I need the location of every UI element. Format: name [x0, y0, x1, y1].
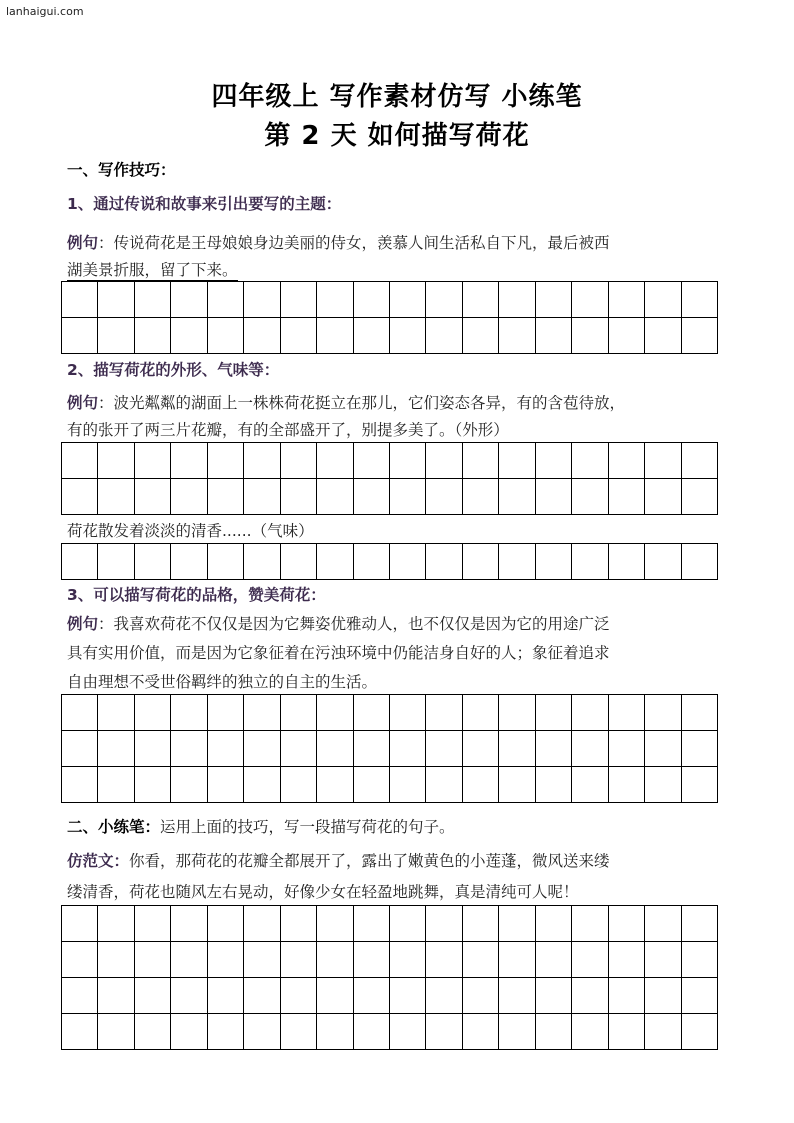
grid-cell[interactable] — [682, 318, 718, 354]
grid-cell[interactable] — [98, 544, 134, 580]
grid-cell[interactable] — [135, 695, 171, 731]
item3-label: 例句 — [67, 615, 99, 633]
grid-cell[interactable] — [463, 443, 499, 479]
grid-cell[interactable] — [62, 544, 98, 580]
grid-cell[interactable] — [426, 318, 462, 354]
grid-cell[interactable] — [463, 695, 499, 731]
grid-cell[interactable] — [354, 767, 390, 803]
grid-cell[interactable] — [281, 282, 317, 318]
grid-cell[interactable] — [572, 978, 608, 1014]
grid-cell[interactable] — [645, 767, 681, 803]
grid-cell[interactable] — [609, 1014, 645, 1050]
grid-cell[interactable] — [536, 942, 572, 978]
grid-cell[interactable] — [645, 479, 681, 515]
grid-cell[interactable] — [281, 479, 317, 515]
grid-cell[interactable] — [317, 443, 353, 479]
grid-cell[interactable] — [354, 906, 390, 942]
grid-cell[interactable] — [645, 318, 681, 354]
grid-cell[interactable] — [62, 318, 98, 354]
grid-cell[interactable] — [426, 544, 462, 580]
grid-cell[interactable] — [208, 695, 244, 731]
grid-cell[interactable] — [390, 479, 426, 515]
grid-cell[interactable] — [645, 443, 681, 479]
grid-cell[interactable] — [499, 942, 535, 978]
grid-cell[interactable] — [645, 282, 681, 318]
grid-cell[interactable] — [536, 443, 572, 479]
section2-instruction: 运用上面的技巧，写一段描写荷花的句子。 — [160, 818, 455, 836]
grid-cell[interactable] — [463, 1014, 499, 1050]
grid-cell[interactable] — [208, 767, 244, 803]
grid-cell[interactable] — [171, 906, 207, 942]
grid-cell[interactable] — [98, 767, 134, 803]
grid-cell[interactable] — [499, 479, 535, 515]
grid-cell[interactable] — [62, 479, 98, 515]
grid-cell[interactable] — [135, 443, 171, 479]
grid-cell[interactable] — [98, 695, 134, 731]
grid-cell[interactable] — [499, 1014, 535, 1050]
item2-text-1: ：波光粼粼的湖面上一株株荷花挺立在那儿，它们姿态各异，有的含苞待放， — [98, 394, 626, 412]
grid-cell[interactable] — [62, 443, 98, 479]
grid-cell[interactable] — [62, 906, 98, 942]
item3-text-1: ：我喜欢荷花不仅仅是因为它舞姿优雅动人，也不仅仅是因为它的用途广泛 — [98, 615, 610, 633]
grid-cell[interactable] — [390, 282, 426, 318]
grid-cell[interactable] — [463, 906, 499, 942]
grid-cell[interactable] — [244, 479, 280, 515]
grid-cell[interactable] — [390, 731, 426, 767]
grid-cell[interactable] — [609, 767, 645, 803]
grid-cell[interactable] — [208, 906, 244, 942]
grid-cell[interactable] — [536, 695, 572, 731]
grid-cell[interactable] — [536, 978, 572, 1014]
grid-cell[interactable] — [208, 282, 244, 318]
grid-cell[interactable] — [208, 318, 244, 354]
grid-cell[interactable] — [135, 479, 171, 515]
item1-heading: 1、通过传说和故事来引出要写的主题： — [67, 195, 342, 213]
grid-cell[interactable] — [281, 978, 317, 1014]
writing-grid[interactable] — [61, 281, 718, 354]
grid-cell[interactable] — [135, 942, 171, 978]
section2-line — [67, 817, 737, 837]
grid-cell[interactable] — [171, 443, 207, 479]
item2-text-3: 荷花散发着淡淡的清香......（气味） — [67, 522, 314, 540]
grid-cell[interactable] — [609, 695, 645, 731]
grid-cell[interactable] — [135, 282, 171, 318]
grid-cell[interactable] — [645, 978, 681, 1014]
grid-cell[interactable] — [390, 695, 426, 731]
grid-cell[interactable] — [244, 544, 280, 580]
grid-cell[interactable] — [354, 544, 390, 580]
grid-cell[interactable] — [135, 978, 171, 1014]
grid-cell[interactable] — [536, 282, 572, 318]
grid-cell[interactable] — [463, 942, 499, 978]
grid-cell[interactable] — [426, 282, 462, 318]
grid-cell[interactable] — [572, 318, 608, 354]
grid-cell[interactable] — [682, 731, 718, 767]
grid-cell[interactable] — [499, 767, 535, 803]
grid-cell[interactable] — [244, 731, 280, 767]
grid-cell[interactable] — [609, 318, 645, 354]
grid-cell[interactable] — [244, 906, 280, 942]
grid-cell[interactable] — [645, 731, 681, 767]
grid-cell[interactable] — [426, 443, 462, 479]
grid-cell[interactable] — [390, 767, 426, 803]
writing-grid[interactable] — [61, 905, 718, 1050]
grid-cell[interactable] — [572, 443, 608, 479]
grid-cell[interactable] — [609, 906, 645, 942]
item1-text-2: 湖美景折服，留了下来。 — [67, 261, 238, 279]
grid-cell[interactable] — [135, 767, 171, 803]
grid-cell[interactable] — [682, 767, 718, 803]
grid-cell[interactable] — [171, 1014, 207, 1050]
grid-cell[interactable] — [317, 906, 353, 942]
grid-cell[interactable] — [135, 1014, 171, 1050]
grid-cell[interactable] — [572, 942, 608, 978]
grid-cell[interactable] — [281, 695, 317, 731]
grid-cell[interactable] — [499, 731, 535, 767]
grid-cell[interactable] — [317, 1014, 353, 1050]
item3-text-3: 自由理想不受世俗羁绊的独立的自主的生活。 — [67, 673, 378, 691]
grid-cell[interactable] — [208, 731, 244, 767]
grid-cell[interactable] — [499, 906, 535, 942]
grid-cell[interactable] — [572, 695, 608, 731]
grid-cell[interactable] — [98, 282, 134, 318]
writing-grid[interactable] — [61, 543, 718, 580]
item2-text-line3 — [67, 521, 737, 541]
grid-cell[interactable] — [354, 1014, 390, 1050]
watermark: lanhaigui.com — [6, 5, 84, 18]
grid-cell[interactable] — [426, 479, 462, 515]
grid-cell[interactable] — [390, 978, 426, 1014]
grid-cell[interactable] — [135, 731, 171, 767]
grid-cell[interactable] — [98, 443, 134, 479]
grid-cell[interactable] — [62, 767, 98, 803]
grid-cell[interactable] — [609, 942, 645, 978]
grid-cell[interactable] — [62, 731, 98, 767]
grid-cell[interactable] — [98, 906, 134, 942]
grid-cell[interactable] — [572, 767, 608, 803]
grid-cell[interactable] — [281, 731, 317, 767]
grid-cell[interactable] — [682, 443, 718, 479]
grid-cell[interactable] — [390, 318, 426, 354]
model-label: 仿范文： — [67, 852, 130, 870]
grid-cell[interactable] — [98, 1014, 134, 1050]
item3-heading: 3、可以描写荷花的品格，赞美荷花： — [67, 586, 326, 604]
grid-cell[interactable] — [281, 767, 317, 803]
grid-cell[interactable] — [463, 731, 499, 767]
grid-cell[interactable] — [426, 695, 462, 731]
model-text-2: 缕清香，荷花也随风左右晃动，好像少女在轻盈地跳舞，真是清纯可人呢！ — [67, 883, 579, 901]
grid-cell[interactable] — [354, 695, 390, 731]
grid-cell[interactable] — [463, 318, 499, 354]
item3-text-2: 具有实用价值，而是因为它象征着在污浊环境中仍能洁身自好的人；象征着追求 — [67, 644, 610, 662]
grid-cell[interactable] — [208, 1014, 244, 1050]
grid-cell[interactable] — [244, 318, 280, 354]
grid-cell[interactable] — [354, 282, 390, 318]
grid-cell[interactable] — [572, 731, 608, 767]
grid-cell[interactable] — [499, 443, 535, 479]
grid-cell[interactable] — [171, 544, 207, 580]
item2-heading: 2、描写荷花的外形、气味等： — [67, 361, 280, 379]
grid-cell[interactable] — [171, 767, 207, 803]
grid-cell[interactable] — [62, 282, 98, 318]
item1-text-line1 — [67, 233, 737, 253]
grid-cell[interactable] — [645, 544, 681, 580]
item1-text-1: ：传说荷花是王母娘娘身边美丽的侍女，羡慕人间生活私自下凡，最后被西 — [98, 234, 610, 252]
grid-cell[interactable] — [682, 978, 718, 1014]
grid-cell[interactable] — [317, 767, 353, 803]
grid-cell[interactable] — [536, 318, 572, 354]
grid-cell[interactable] — [609, 443, 645, 479]
grid-cell[interactable] — [645, 1014, 681, 1050]
item2-text-line2 — [67, 420, 737, 440]
grid-cell[interactable] — [645, 906, 681, 942]
grid-cell[interactable] — [572, 906, 608, 942]
section2-heading: 二、小练笔： — [67, 818, 161, 836]
grid-cell[interactable] — [208, 978, 244, 1014]
grid-cell[interactable] — [135, 544, 171, 580]
grid-cell[interactable] — [390, 942, 426, 978]
grid-cell[interactable] — [426, 942, 462, 978]
grid-cell[interactable] — [682, 695, 718, 731]
item3-text-line3 — [67, 672, 737, 692]
item1-text-line2 — [67, 260, 737, 281]
grid-cell[interactable] — [499, 282, 535, 318]
item2-text-2: 有的张开了两三片花瓣，有的全部盛开了，别提多美了。（外形） — [67, 421, 509, 439]
grid-cell[interactable] — [208, 443, 244, 479]
grid-cell[interactable] — [463, 282, 499, 318]
grid-cell[interactable] — [390, 1014, 426, 1050]
grid-cell[interactable] — [609, 978, 645, 1014]
grid-cell[interactable] — [609, 282, 645, 318]
grid-cell[interactable] — [609, 731, 645, 767]
grid-cell[interactable] — [135, 906, 171, 942]
grid-cell[interactable] — [62, 1014, 98, 1050]
grid-cell[interactable] — [317, 731, 353, 767]
grid-cell[interactable] — [98, 942, 134, 978]
grid-cell[interactable] — [317, 544, 353, 580]
grid-cell[interactable] — [62, 942, 98, 978]
grid-cell[interactable] — [281, 906, 317, 942]
grid-cell[interactable] — [499, 318, 535, 354]
grid-cell[interactable] — [317, 942, 353, 978]
grid-cell[interactable] — [281, 318, 317, 354]
grid-cell[interactable] — [317, 318, 353, 354]
grid-cell[interactable] — [609, 479, 645, 515]
grid-cell[interactable] — [317, 479, 353, 515]
grid-cell[interactable] — [390, 544, 426, 580]
grid-cell[interactable] — [572, 1014, 608, 1050]
model-text-line2 — [67, 882, 737, 902]
grid-cell[interactable] — [317, 695, 353, 731]
grid-cell[interactable] — [62, 695, 98, 731]
grid-cell[interactable] — [98, 479, 134, 515]
grid-cell[interactable] — [281, 1014, 317, 1050]
grid-cell[interactable] — [354, 479, 390, 515]
grid-cell[interactable] — [244, 282, 280, 318]
writing-grid[interactable] — [61, 442, 718, 515]
grid-cell[interactable] — [536, 1014, 572, 1050]
grid-cell[interactable] — [244, 443, 280, 479]
grid-cell[interactable] — [171, 731, 207, 767]
grid-cell[interactable] — [281, 443, 317, 479]
grid-cell[interactable] — [244, 695, 280, 731]
grid-cell[interactable] — [463, 479, 499, 515]
grid-cell[interactable] — [354, 978, 390, 1014]
grid-cell[interactable] — [426, 906, 462, 942]
grid-cell[interactable] — [354, 731, 390, 767]
model-text-1: 你看，那荷花的花瓣全都展开了，露出了嫩黄色的小莲蓬，微风送来缕 — [129, 852, 610, 870]
grid-cell[interactable] — [463, 978, 499, 1014]
grid-cell[interactable] — [426, 731, 462, 767]
grid-cell[interactable] — [354, 318, 390, 354]
grid-cell[interactable] — [171, 978, 207, 1014]
grid-cell[interactable] — [171, 942, 207, 978]
item3-text-line2 — [67, 643, 737, 663]
grid-cell[interactable] — [98, 318, 134, 354]
grid-cell[interactable] — [98, 731, 134, 767]
grid-cell[interactable] — [171, 282, 207, 318]
grid-cell[interactable] — [682, 906, 718, 942]
page-title: 四年级上 写作素材仿写 小练笔 — [211, 82, 583, 112]
page-subtitle: 第 2 天 如何描写荷花 — [264, 121, 530, 151]
grid-cell[interactable] — [572, 282, 608, 318]
grid-cell[interactable] — [572, 544, 608, 580]
grid-cell[interactable] — [98, 978, 134, 1014]
item2-text-line1 — [67, 393, 737, 413]
grid-cell[interactable] — [536, 767, 572, 803]
grid-cell[interactable] — [171, 479, 207, 515]
grid-cell[interactable] — [682, 282, 718, 318]
grid-cell[interactable] — [609, 544, 645, 580]
grid-cell[interactable] — [426, 978, 462, 1014]
grid-cell[interactable] — [536, 544, 572, 580]
grid-cell[interactable] — [426, 767, 462, 803]
grid-cell[interactable] — [426, 1014, 462, 1050]
grid-cell[interactable] — [317, 978, 353, 1014]
grid-cell[interactable] — [682, 1014, 718, 1050]
grid-cell[interactable] — [572, 479, 608, 515]
writing-grid[interactable] — [61, 694, 718, 803]
section1-heading: 一、写作技巧： — [67, 161, 176, 179]
grid-cell[interactable] — [645, 942, 681, 978]
grid-cell[interactable] — [208, 942, 244, 978]
grid-cell[interactable] — [499, 978, 535, 1014]
grid-cell[interactable] — [281, 544, 317, 580]
item2-label: 例句 — [67, 394, 99, 412]
item3-text-line1 — [67, 614, 737, 634]
grid-cell[interactable] — [536, 479, 572, 515]
grid-cell[interactable] — [536, 906, 572, 942]
grid-cell[interactable] — [682, 479, 718, 515]
grid-cell[interactable] — [390, 443, 426, 479]
grid-cell[interactable] — [244, 978, 280, 1014]
grid-cell[interactable] — [281, 942, 317, 978]
grid-cell[interactable] — [463, 544, 499, 580]
grid-cell[interactable] — [244, 1014, 280, 1050]
grid-cell[interactable] — [244, 767, 280, 803]
grid-cell[interactable] — [317, 282, 353, 318]
grid-cell[interactable] — [208, 544, 244, 580]
grid-cell[interactable] — [682, 942, 718, 978]
grid-cell[interactable] — [244, 942, 280, 978]
grid-cell[interactable] — [499, 695, 535, 731]
grid-cell[interactable] — [354, 443, 390, 479]
grid-cell[interactable] — [208, 479, 244, 515]
grid-cell[interactable] — [536, 731, 572, 767]
grid-cell[interactable] — [682, 544, 718, 580]
item1-label: 例句 — [67, 234, 99, 252]
grid-cell[interactable] — [463, 767, 499, 803]
grid-cell[interactable] — [645, 695, 681, 731]
grid-cell[interactable] — [171, 695, 207, 731]
grid-cell[interactable] — [62, 978, 98, 1014]
grid-cell[interactable] — [135, 318, 171, 354]
model-text-line1 — [67, 851, 737, 871]
grid-cell[interactable] — [171, 318, 207, 354]
grid-cell[interactable] — [354, 942, 390, 978]
grid-cell[interactable] — [390, 906, 426, 942]
grid-cell[interactable] — [499, 544, 535, 580]
